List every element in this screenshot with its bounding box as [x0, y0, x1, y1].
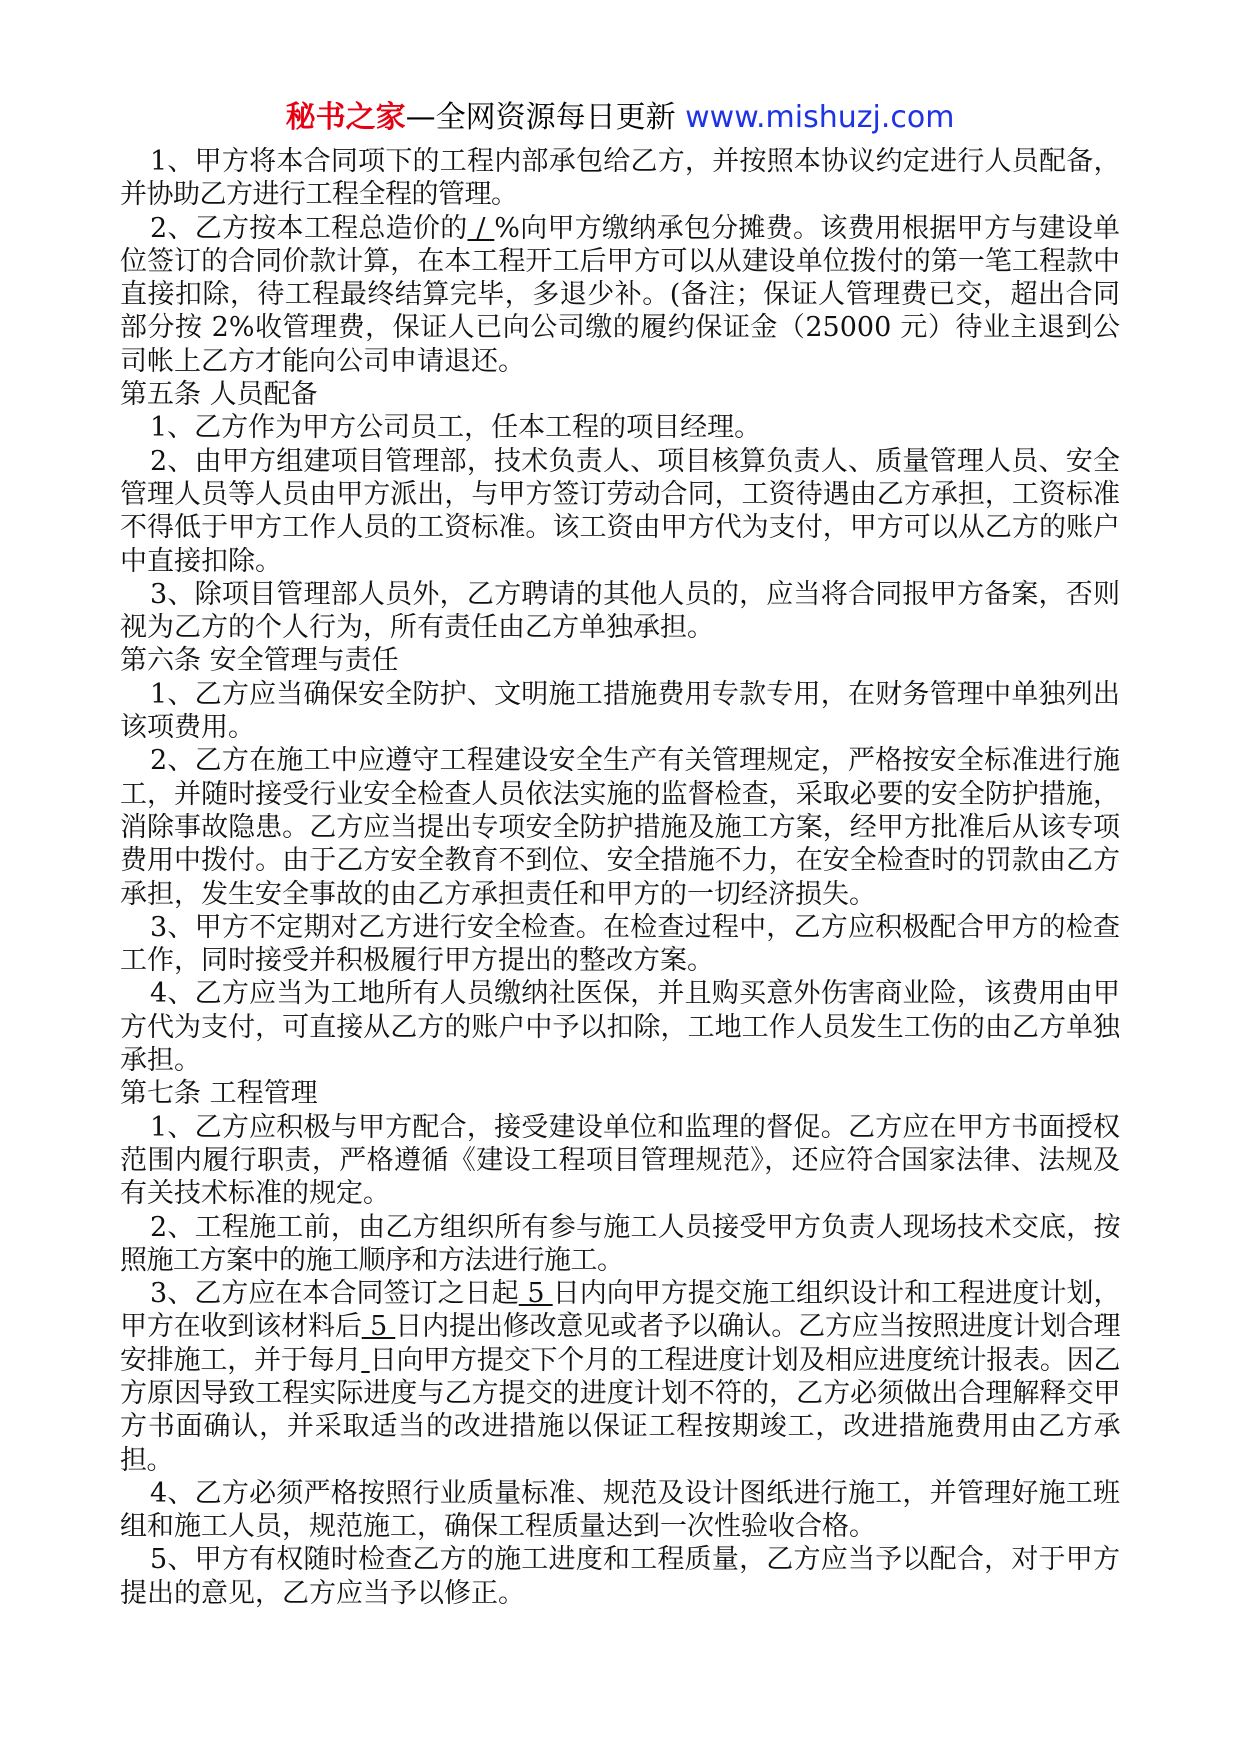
fill-in-blank [361, 1345, 369, 1376]
paragraph: 4、乙方必须严格按照行业质量标准、规范及设计图纸进行施工，并管理好施工班组和施工人员，规范施工，确保工程质量达到一次性验收合格。 [120, 1477, 1120, 1543]
paragraph-text: 3、乙方应在本合同签订之日起 [150, 1278, 519, 1310]
paragraph: 4、乙方应当为工地所有人员缴纳社医保，并且购买意外伤害商业险，该费用由甲方代为支付，可直接从乙方的账户中予以扣除，工地工作人员发生工伤的由乙方单独承担。 [120, 978, 1120, 1077]
paragraph [120, 1277, 1120, 1477]
paragraph: 2、工程施工前，由乙方组织所有参与施工人员接受甲方负责人现场技术交底，按照施工方案中的施工顺序和方法进行施工。 [120, 1211, 1120, 1276]
brand-name: 秘书之家 [285, 100, 406, 135]
paragraph: 5、甲方有权随时检查乙方的施工进度和工程质量，乙方应当予以配合，对于甲方提出的意见，乙方应当予以修正。 [120, 1544, 1120, 1609]
paragraph: 1、乙方应积极与甲方配合，接受建设单位和监理的督促。乙方应在甲方书面授权范围内履行职责，严格遵循《建设工程项目管理规范》，还应符合国家法律、法规及有关技术标准的规定。 [120, 1111, 1120, 1210]
header-url[interactable]: www.mishuzj.com [685, 100, 955, 135]
paragraph: 1、乙方作为甲方公司员工，任本工程的项目经理。 [150, 412, 762, 444]
paragraph-text: 日内向甲方提交施工组织设计和工程进度计划，甲方在收到该材料后 [120, 1278, 1121, 1343]
paragraph-text: 日内提出修改意见或者予以确认。乙方应当按照进度计划合理安排施工，并于每月 [120, 1311, 1121, 1376]
fill-in-blank: 5 [361, 1311, 396, 1343]
paragraph-text: 日向甲方提交下个月的工程进度计划及相应进度统计报表。因乙方原因导致工程实际进度与乙方提交的进度计划不符的，乙方必须做出合理解释交甲方书面确认，并采取适当的改进措施以保证工程按期竣工，改进措施费用由乙方承担。 [120, 1344, 1121, 1476]
paragraph [120, 212, 1120, 378]
header-tagline: —全网资源每日更新 [405, 100, 686, 135]
section-heading: 第七条 工程管理 [120, 1078, 318, 1110]
paragraph-text: 2、乙方按本工程总造价的 [150, 212, 468, 244]
section-heading: 第六条 安全管理与责任 [120, 645, 399, 677]
document-body [120, 145, 1120, 1610]
section-heading: 第五条 人员配备 [120, 379, 318, 411]
fill-in-blank: / [467, 212, 495, 244]
paragraph: 2、由甲方组建项目管理部，技术负责人、项目核算负责人、质量管理人员、安全管理人员等人员由甲方派出，与甲方签订劳动合同，工资待遇由乙方承担，工资标准不得低于甲方工作人员的工资标准。该工资由甲方代为支付，甲方可以从乙方的账户中直接扣除。 [120, 445, 1120, 577]
paragraph: 1、乙方应当确保安全防护、文明施工措施费用专款专用，在财务管理中单独列出该项费用。 [120, 678, 1120, 744]
paragraph-text: %向甲方缴纳承包分摊费。该费用根据甲方与建设单位签订的合同价款计算，在本工程开工后甲方可以从建设单位拨付的第一笔工程款中直接扣除，待工程最终结算完毕，多退少补。(备注；保证人管理费已交，超出合同部分按 2%收管理费，保证人已向公司缴的履约保证金（25000 元）待业主退到公司帐上乙方才能向公司申请退还。 [120, 212, 1120, 377]
paragraph: 3、甲方不定期对乙方进行安全检查。在检查过程中，乙方应积极配合甲方的检查工作，同时接受并积极履行甲方提出的整改方案。 [120, 911, 1120, 977]
paragraph: 3、除项目管理部人员外，乙方聘请的其他人员的，应当将合同报甲方备案，否则视为乙方的个人行为，所有责任由乙方单独承担。 [120, 578, 1120, 644]
page-header [0, 98, 1240, 138]
fill-in-blank: 5 [518, 1278, 553, 1310]
paragraph: 2、乙方在施工中应遵守工程建设安全生产有关管理规定，严格按安全标准进行施工，并随时接受行业安全检查人员依法实施的监督检查，采取必要的安全防护措施，消除事故隐患。乙方应当提出专项安全防护措施及施工方案，经甲方批准后从该专项费用中拨付。由于乙方安全教育不到位、安全措施不力，在安全检查时的罚款由乙方承担，发生安全事故的由乙方承担责任和甲方的一切经济损失。 [120, 745, 1120, 910]
paragraph: 1、甲方将本合同项下的工程内部承包给乙方，并按照本协议约定进行人员配备，并协助乙方进行工程全程的管理。 [120, 146, 1120, 211]
